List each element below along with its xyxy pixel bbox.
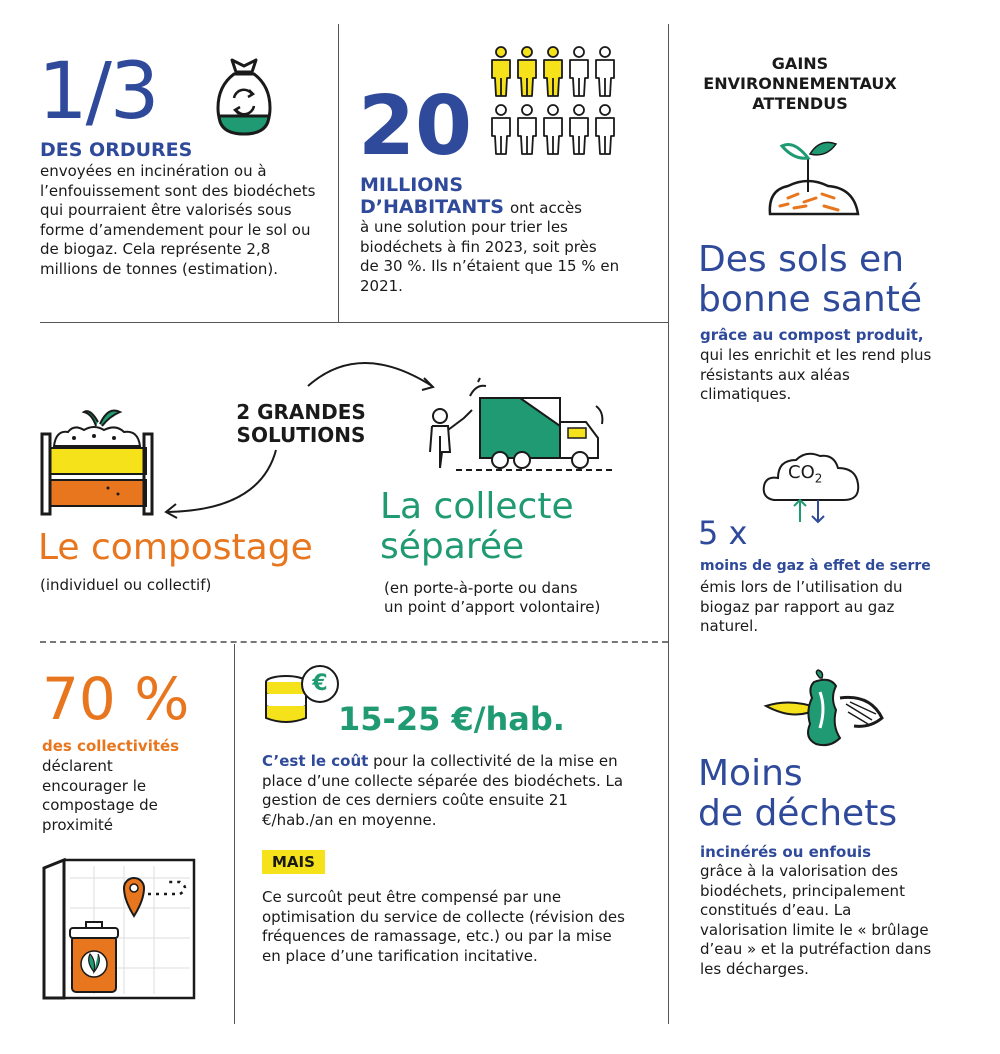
gains-title-1: GAINS xyxy=(771,54,829,73)
fraction-stat: 1/3 xyxy=(38,47,158,137)
person-figure xyxy=(544,105,562,154)
sols-title-2: bonne santé xyxy=(698,279,922,320)
collecte-title-2: séparée xyxy=(380,526,525,567)
people-icon xyxy=(488,44,618,164)
ordures-heading: DES ORDURES xyxy=(40,139,193,161)
mais-text: Ce surcoût peut être compensé par une optimisation du service de collecte (révision des fréquences de ramassage, etc.) ou par la mise en place d’une tarification incitative. xyxy=(262,888,625,965)
soil-sprout-icon xyxy=(764,128,864,224)
person-figure xyxy=(518,105,536,154)
person-figure xyxy=(570,47,588,96)
gaz-lead: moins de gaz à effet de serre xyxy=(700,558,931,574)
habitants-heading-line xyxy=(360,196,582,219)
habitants-inline-text: ont accès xyxy=(509,199,583,217)
compost-title: Le compostage xyxy=(38,527,313,568)
map-location-icon xyxy=(40,858,200,1004)
waste-bag-icon xyxy=(212,56,276,138)
cout-amount: 15-25 €/hab. xyxy=(338,700,565,738)
solutions-title-2: SOLUTIONS xyxy=(236,423,366,447)
gains-title-3: ATTENDUS xyxy=(752,94,848,113)
co2-subscript: 2 xyxy=(814,471,823,486)
gaz-factor: 5 x xyxy=(698,514,748,552)
collectivites-heading: des collectivités xyxy=(42,737,180,755)
collecte-sub-1: (en porte-à-porte ou dans xyxy=(384,579,578,597)
divider-under-stats xyxy=(40,322,668,323)
habitants-heading-2: D’HABITANTS xyxy=(360,196,504,218)
gains-title-2: ENVIRONNEMENTAUX xyxy=(703,74,897,93)
sols-lead: grâce au compost produit, xyxy=(700,326,924,344)
co2-text: CO xyxy=(788,462,815,483)
mais-badge: MAIS xyxy=(262,850,325,874)
cout-lead: C’est le coût xyxy=(262,752,369,770)
ordures-text: envoyées en incinération ou à l’enfouissement sont des biodéchets qui pourraient être valorisés sous forme d’amendement pour le sol ou de biogaz. Cela représente 2,8 millions de tonnes (estimation). xyxy=(40,162,316,278)
divider-right-column xyxy=(668,24,669,1024)
dechets-text: grâce à la valorisation des biodéchets, principalement constitués d’eau. La valorisation limite le « brûlage d’eau » et la putréfaction dans les décharges. xyxy=(700,862,932,978)
compost-bin-icon xyxy=(38,400,156,518)
collection-truck-icon xyxy=(420,376,620,476)
coin-euro-symbol: € xyxy=(312,671,328,696)
person-figure xyxy=(518,47,536,96)
sols-title-1: Des sols en xyxy=(698,239,905,280)
habitants-heading-1: MILLIONS xyxy=(360,174,463,196)
person-figure xyxy=(596,47,614,96)
person-figure xyxy=(492,47,510,96)
collectivites-percent: 70 % xyxy=(42,665,190,733)
dechets-title-1: Moins xyxy=(698,753,803,794)
habitants-number: 20 xyxy=(358,79,473,174)
food-waste-icon xyxy=(760,668,890,752)
collectivites-text: déclarent encourager le compostage de proximité xyxy=(42,757,158,834)
co2-cloud-icon xyxy=(760,448,864,524)
habitants-text: à une solution pour trier les biodéchets à fin 2023, soit près de 30 %. Ils n’étaient que 15 % en 2021. xyxy=(360,218,620,295)
dechets-lead: incinérés ou enfouis xyxy=(700,843,872,861)
solutions-title-1: 2 GRANDES xyxy=(236,400,366,424)
gaz-text: émis lors de l’utilisation du biogaz par rapport au gaz naturel. xyxy=(700,578,903,635)
person-figure xyxy=(492,105,510,154)
co2-label xyxy=(788,462,822,486)
dechets-title-2: de déchets xyxy=(698,793,898,834)
person-figure xyxy=(544,47,562,96)
coins-icon xyxy=(262,664,346,734)
cout-paragraph xyxy=(262,752,632,830)
sols-text: qui les enrichit et les rend plus résistants aux aléas climatiques. xyxy=(700,346,932,403)
dashed-divider xyxy=(40,641,668,643)
divider-top-middle xyxy=(338,24,339,322)
person-figure xyxy=(570,105,588,154)
divider-bottom-middle xyxy=(234,644,235,1024)
collecte-sub-2: un point d’apport volontaire) xyxy=(384,598,601,616)
collecte-title-1: La collecte xyxy=(380,486,574,527)
compost-sub: (individuel ou collectif) xyxy=(40,576,212,594)
person-figure xyxy=(596,105,614,154)
cout-text: pour la collectivité de la mise en place d’une collecte séparée des biodéchets. La gestion de ces derniers coûte ensuite 21 €/hab./an en moyenne. xyxy=(262,752,624,829)
